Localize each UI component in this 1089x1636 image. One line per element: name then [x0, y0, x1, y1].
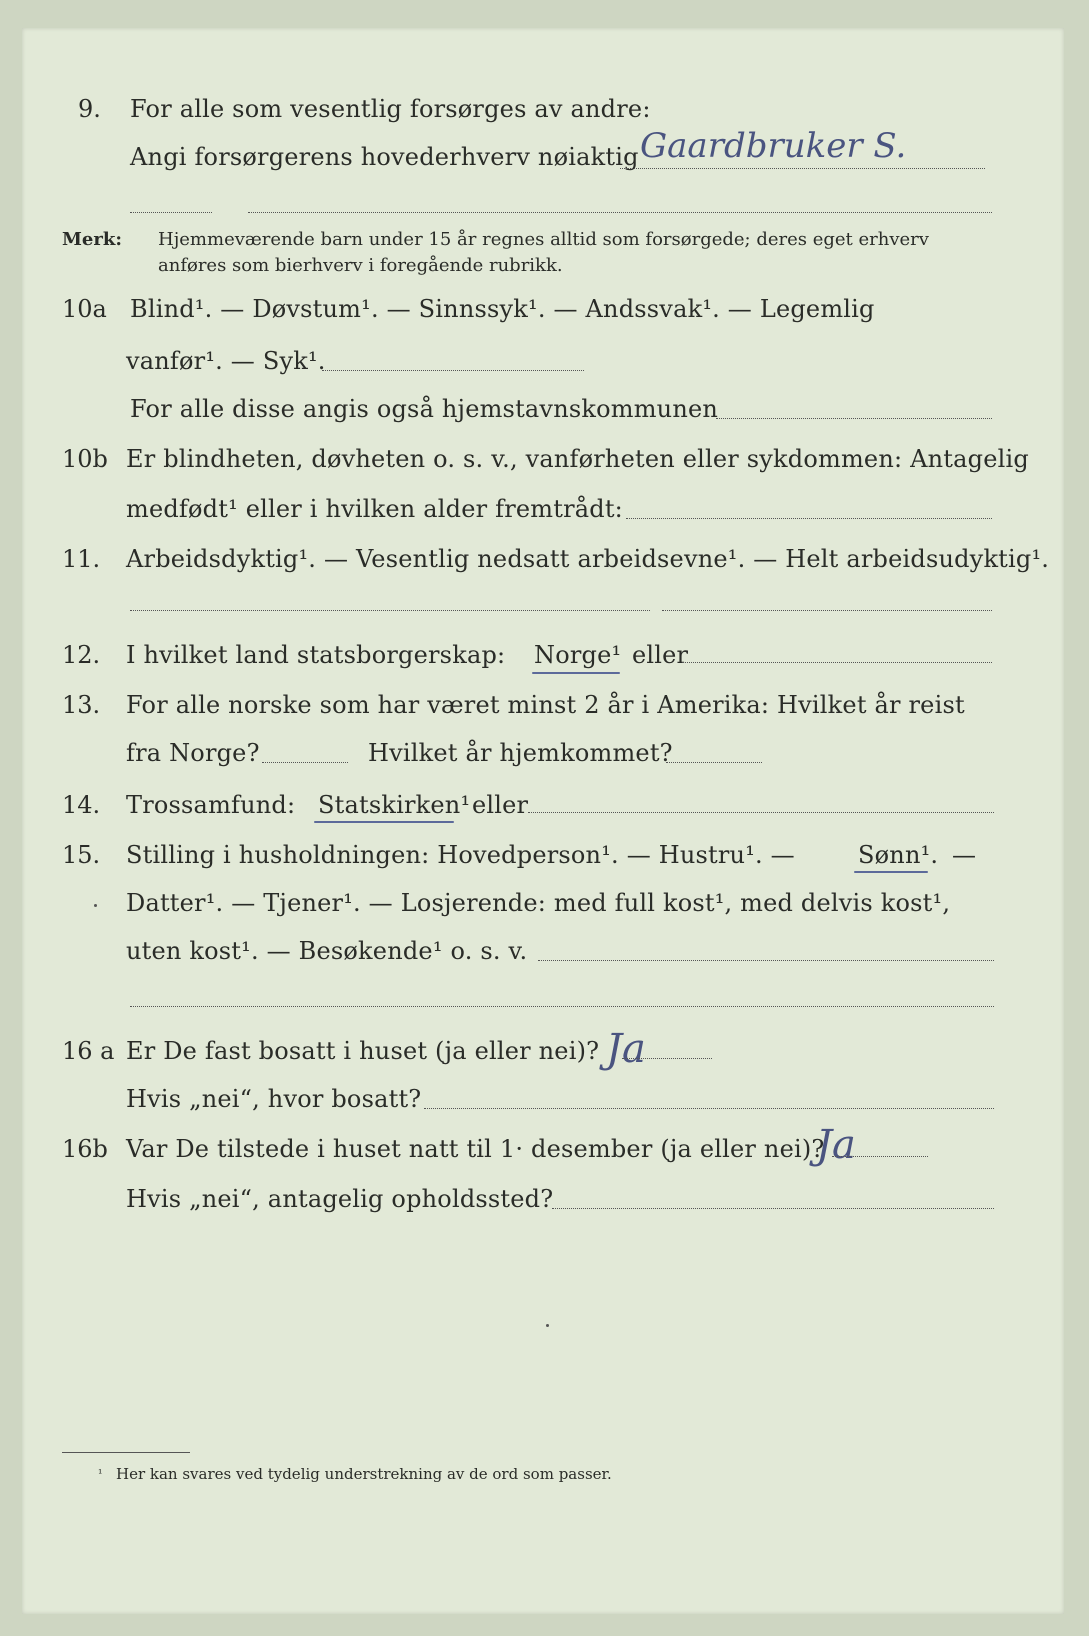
q16b-opholdssted-line [552, 1208, 994, 1209]
q15-extra-line [130, 1006, 994, 1007]
q10a-number: 10a [62, 295, 107, 323]
q13-hjemkommet-line [666, 762, 762, 763]
q15-line1-dash: — [952, 841, 977, 869]
q15-answer-line [538, 960, 994, 961]
footnote-mark: ¹ [98, 1467, 103, 1480]
merk-label: Merk: [62, 229, 122, 250]
footnote-rule [62, 1452, 190, 1453]
stray-mark [94, 904, 97, 907]
q10a-line2: vanfør¹. — Syk¹. [126, 347, 326, 375]
q9-question-line2: Angi forsørgerens hovederhverv nøiaktig [130, 143, 639, 171]
q16b-answer-line [832, 1156, 928, 1157]
q14-suffix: eller [472, 791, 529, 819]
census-form-page [22, 28, 1064, 1614]
q13-line2a: fra Norge? [126, 739, 260, 767]
q14-statskirken-underline [314, 821, 454, 823]
q10a-syk-line [322, 370, 584, 371]
q16a-line2: Hvis „nei“, hvor bosatt? [126, 1085, 422, 1113]
q10a-line3: For alle disse angis også hjemstavnskommunen [130, 395, 719, 423]
q16b-line2: Hvis „nei“, antagelig opholdssted? [126, 1185, 554, 1213]
q14-prefix: Trossamfund: [126, 791, 296, 819]
q9-extra-line-a [130, 212, 212, 213]
q12-norge-option: Norge¹ [534, 641, 622, 669]
q16a-number: 16 a [62, 1037, 115, 1065]
q12-norge-underline [532, 672, 620, 674]
q15-line3: uten kost¹. — Besøkende¹ o. s. v. [126, 937, 528, 965]
q9-handwritten-answer: Gaardbruker S. [640, 126, 907, 166]
stray-mark-2 [546, 1324, 549, 1327]
q16b-handwritten-answer: Ja [816, 1122, 856, 1168]
q10b-line1: Er blindheten, døvheten o. s. v., vanførheten eller sykdommen: Antagelig [126, 445, 1029, 473]
q10b-line2: medfødt¹ eller i hvilken alder fremtrådt: [126, 495, 623, 523]
q9-extra-line-b [248, 212, 992, 213]
q16a-line1: Er De fast bosatt i huset (ja eller nei)? [126, 1037, 600, 1065]
q16b-line1: Var De tilstede i huset natt til 1· desember (ja eller nei)? [126, 1135, 825, 1163]
merk-line1: Hjemmeværende barn under 15 år regnes alltid som forsørgede; deres eget erhverv [158, 229, 929, 250]
q15-line2: Datter¹. — Tjener¹. — Losjerende: med full kost¹, med delvis kost¹, [126, 889, 951, 917]
q14-statskirken-option: Statskirken¹ [318, 791, 471, 819]
q15-line1: Stilling i husholdningen: Hovedperson¹. — Hustru¹. — [126, 841, 795, 869]
q9-number: 9. [78, 95, 101, 123]
q10a-kommune-line [716, 418, 992, 419]
q15-number: 15. [62, 841, 101, 869]
footnote-text: Her kan svares ved tydelig understrekning av de ord som passer. [116, 1465, 612, 1483]
q10b-answer-line [626, 518, 992, 519]
q16b-number: 16b [62, 1135, 108, 1163]
q12-answer-line [682, 662, 992, 663]
q16a-bosatt-line [424, 1108, 994, 1109]
q10a-line1: Blind¹. — Døvstum¹. — Sinnssyk¹. — Andssvak¹. — Legemlig [130, 295, 875, 323]
q15-sonn-option: Sønn¹. [858, 841, 939, 869]
q13-reist-line [262, 762, 348, 763]
q11-line1: Arbeidsdyktig¹. — Vesentlig nedsatt arbeidsevne¹. — Helt arbeidsudyktig¹. [126, 545, 1050, 573]
q14-answer-line [528, 812, 994, 813]
q16a-answer-line [622, 1058, 712, 1059]
q12-prefix: I hvilket land statsborgerskap: [126, 641, 506, 669]
q13-line2b: Hvilket år hjemkommet? [368, 739, 673, 767]
q9-answer-line [620, 168, 985, 169]
q9-question-line1: For alle som vesentlig forsørges av andre: [130, 95, 651, 123]
q12-suffix: eller [632, 641, 689, 669]
q10b-number: 10b [62, 445, 108, 473]
q13-number: 13. [62, 691, 101, 719]
q13-line1: For alle norske som har været minst 2 år i Amerika: Hvilket år reist [126, 691, 965, 719]
q11-answer-line-b [662, 610, 992, 611]
q11-answer-line-a [130, 610, 650, 611]
q11-number: 11. [62, 545, 101, 573]
merk-line2: anføres som bierhverv i foregående rubrikk. [158, 255, 563, 276]
q15-sonn-underline [854, 871, 928, 873]
q16a-handwritten-answer: Ja [606, 1026, 646, 1072]
q14-number: 14. [62, 791, 101, 819]
q12-number: 12. [62, 641, 101, 669]
